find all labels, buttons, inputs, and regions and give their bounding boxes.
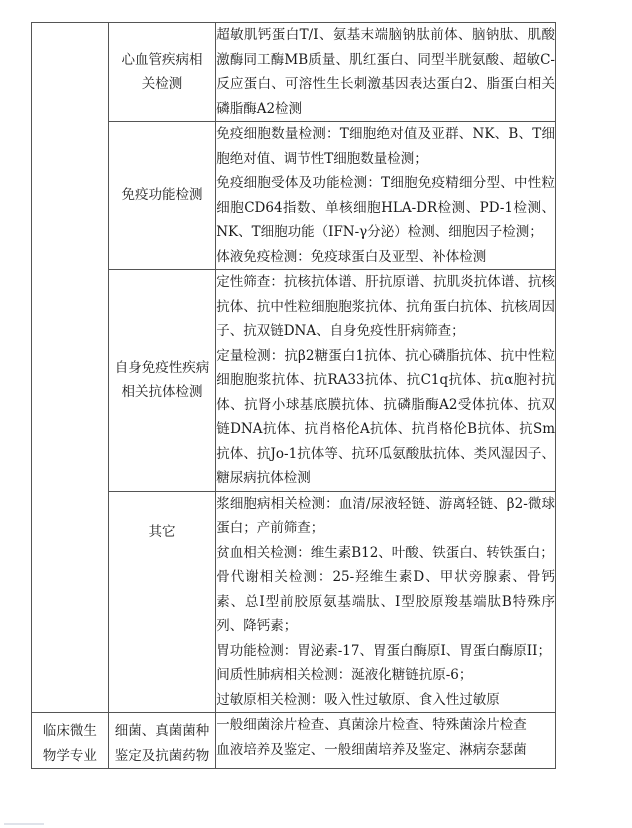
section-label: 临床微生物学专业 [42, 723, 97, 764]
content-cell [216, 713, 556, 769]
content-paragraph: 定性筛查：抗核抗体谱、肝抗原谱、抗肌炎抗体谱、抗核抗体、抗中性粒细胞胞浆抗体、抗角蛋白抗体、抗核周因子、抗双链DNA、自身免疫性肝病筛查； [216, 274, 555, 339]
content-cell [216, 122, 556, 270]
content-paragraph: 骨代谢相关检测：25-羟维生素D、甲状旁腺素、骨钙素、总I型前胶原氨基端肽、I型胶原羧基端肽B特殊序列、降钙素； [216, 569, 555, 634]
table-row [32, 270, 556, 492]
page-edge-mark [4, 823, 44, 825]
table-row [32, 713, 556, 769]
content-cell [216, 23, 556, 122]
category-label: 心血管疾病相关检测 [121, 51, 203, 92]
category-cell [108, 23, 215, 122]
content-paragraph: 间质性肺病相关检测：涎液化糖链抗原-6； [216, 667, 473, 683]
content-paragraph: 免疫细胞受体及功能检测：T细胞免疫精细分型、中性粒细胞CD64指数、单核细胞HLA-DR检测、PD-1检测、NK、T细胞功能（IFN-γ分泌）检测、细胞因子检测； [216, 175, 555, 240]
category-label: 自身免疫性疾病相关抗体检测 [114, 359, 210, 401]
section-cell-empty [32, 23, 109, 713]
content-cell [216, 491, 556, 713]
table-row [32, 491, 556, 713]
category-cell [108, 713, 215, 769]
content-paragraph: 体液免疫检测：免疫球蛋白及亚型、补体检测 [216, 248, 487, 265]
content-paragraph: 免疫细胞数量检测：T细胞绝对值及亚群、NK、B、T细胞绝对值、调节性T细胞数量检测； [216, 126, 555, 167]
category-cell [108, 122, 215, 270]
content-paragraph: 定量检测：抗β2糖蛋白1抗体、抗心磷脂抗体、抗中性粒细胞胞浆抗体、抗RA33抗体、抗C1q抗体、抗α胞衬抗体、抗肾小球基底膜抗体、抗磷脂酶A2受体抗体、抗双链DNA抗体、抗肖格伦A抗体、抗肖格伦B抗体、抗Sm抗体、抗Jo-1抗体等、抗环瓜氨酸肽抗体、类风湿因子、糖尿病抗体检测 [216, 347, 555, 486]
content-paragraph: 浆细胞病相关检测：血清/尿液轻链、游离轻链、β2-微球蛋白；产前筛查； [216, 495, 555, 536]
content-paragraph: 血液培养及鉴定、一般细菌培养及鉴定、淋病奈瑟菌 [216, 741, 527, 758]
content-paragraph: 胃功能检测：胃泌素-17、胃蛋白酶原I、胃蛋白酶原II； [216, 642, 551, 659]
category-label: 免疫功能检测 [121, 187, 203, 204]
table-row [32, 23, 556, 122]
content-paragraph: 贫血相关检测：维生素B12、叶酸、铁蛋白、转铁蛋白； [216, 544, 554, 561]
content-cell [216, 270, 556, 492]
content-paragraph: 超敏肌钙蛋白T/I、氨基末端脑钠肽前体、脑钠肽、肌酸激酶同工酶MB质量、肌红蛋白、同型半胱氨酸、超敏C-反应蛋白、可溶性生长刺激基因表达蛋白2、脂蛋白相关磷脂酶A2检测 [216, 27, 555, 117]
page-bottom [0, 812, 632, 828]
table-row [32, 122, 556, 270]
document-table [31, 22, 556, 769]
category-cell [108, 491, 215, 713]
content-paragraph: 过敏原相关检测：吸入性过敏原、食入性过敏原 [216, 691, 500, 708]
category-label: 其它 [148, 523, 176, 540]
category-label: 细菌、真菌菌种鉴定及抗菌药物 [114, 723, 210, 764]
category-cell [108, 270, 215, 492]
section-cell [32, 713, 109, 769]
content-paragraph: 一般细菌涂片检查、真菌涂片检查、特殊菌涂片检查 [216, 717, 527, 733]
